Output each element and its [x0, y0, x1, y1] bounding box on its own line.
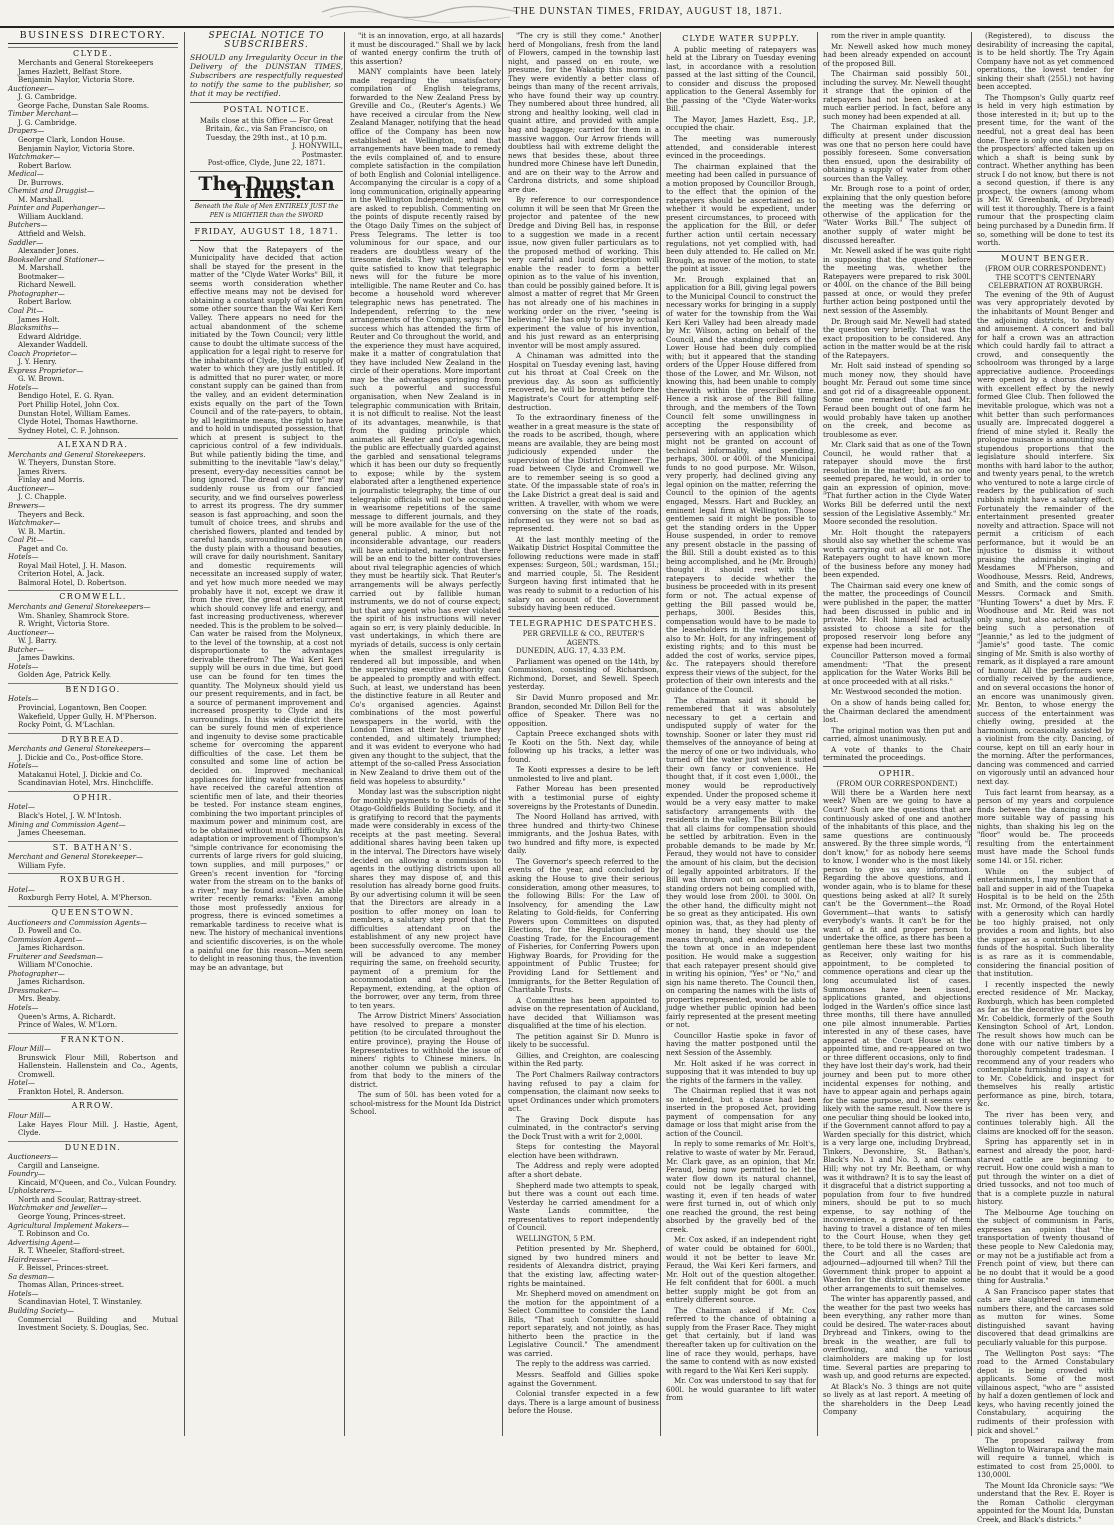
directory-entry: J. G. Cambridge. — [18, 117, 77, 127]
article-paragraph: Te Kooti expresses a desire to be left unmolested to live and plant. — [508, 765, 659, 783]
directory-entry: Hotels— — [8, 694, 39, 704]
directory-entry: Edward Aldridge. — [18, 331, 82, 341]
article-paragraph: A public meeting of ratepayers was held at the Library on Tuesday evening last, in accordance with a resolution passed at the last sitting of the Council, to consider and discuss the proposed application to the General Assembly for the passing of the "Clyde Water-works Bill." — [666, 44, 816, 114]
article-paragraph: Mr. Newell asked how much money had been already expended on account of the proposed Bill. — [823, 41, 971, 68]
directory-entry: Scandinavian Hotel, Mrs. Hinchcliffe. — [18, 778, 154, 788]
article-paragraph: The chairman explained that the meeting had been called in pursuance of a motion proposed by Councillor Brough, to the effect that the opinion of the ratepayers should be ascertained as to whether it would be expedient, under present circumstances, to proceed with the application for the Bill, or defer further action until certain necessary regulations, not yet complied with, had been duly attended to. He called on Mr. Brough, as mover of the motion, to state the point at issue. — [666, 161, 816, 274]
directory-entry: Painter and Paperhanger— — [8, 203, 106, 213]
article-paragraph: The Wellington Post says: "The road to the Armed Constabulary depot is being crowded with applicants. Some of the most villainous aspect, "who are " assisted by half a dozen gentlemen of lock and keys, who having recently joined the Constabulary, acquiring the rudiments of their profession with pick and shovel." — [977, 1348, 1114, 1435]
directory-entry: Paget and Co. — [18, 543, 68, 553]
columns — [8, 30, 1114, 1524]
article-paragraph: (Registered), to discuss the desirability of increasing the capital, is to be held shortly. The Try Again Company have not as yet commenced operations, the lowest tender for sinking their shaft (255l.) not having been accepted. — [977, 31, 1114, 92]
directory-town: ALEXANDRA. — [8, 438, 178, 450]
business-directory-column — [8, 32, 182, 1436]
directory-entry: Hotel— — [8, 802, 35, 812]
article-paragraph: Councillor Hastie spoke in favor of having the matter postponed until the next Session of the Assembly. — [666, 1030, 816, 1057]
water-supply-heading: CLYDE WATER SUPPLY. — [682, 34, 800, 43]
article-paragraph: Mr. Holt said instead of spending so much money now, they should have bought Mr. Feraud out some time since and got rid of a disagreeable opponent. Some one remarked that, had Mr. Feraud been bought out of one farm he would probably have taken up another on the creek, and become as troublesome as ever. — [823, 361, 971, 439]
directory-entry: Matakanui Hotel, J. Dickie and Co. — [18, 769, 143, 779]
directory-entry: Advertising Agent— — [8, 1237, 81, 1247]
directory-entry: Medical— — [8, 169, 44, 179]
directory-town: DRYBREAD. — [8, 733, 178, 745]
news-column-6 — [817, 32, 975, 1436]
postal-signer-role: Postmaster. — [301, 150, 343, 159]
article-paragraph: Mr. Holt thought the ratepayers should also say whether the scheme was worth carrying out at all or not. The Ratepayers ought to have known more of the business before any money had been expended. — [823, 527, 971, 580]
directory-title: BUSINESS DIRECTORY. — [8, 32, 178, 44]
directory-entry: Mrs. Beaby. — [18, 994, 61, 1004]
article-paragraph: The original motion was then put and carried, almost unanimously. — [823, 725, 971, 744]
directory-entry: Golden Age, Patrick Kelly. — [18, 670, 112, 680]
directory-entry: Hairdresser— — [8, 1254, 59, 1264]
directory-entry: Coal Pit— — [8, 305, 44, 315]
directory-entry: Benjamin Naylor, Victoria Store. — [18, 75, 135, 85]
directory-entry: Robert Barlow. — [18, 297, 72, 307]
directory-entry: T. Robinson and Co. — [18, 1229, 90, 1239]
directory-entry: Bookseller and Stationer— — [8, 254, 105, 264]
directory-entry: Blacksmiths— — [8, 323, 59, 333]
article-paragraph: WELLINGTON, 5 P.M. — [516, 1233, 596, 1243]
masthead — [0, 0, 1114, 28]
directory-town: FRANKTON. — [8, 1033, 178, 1045]
article-paragraph: Mr. Cox asked, if an independent right of water could be obtained for 600l., would it not be better to leave Mr. Feraud, the Wai Keri Keri farmers, and Mr. Holt out of the question altogether. He felt confident that for 600l. a much better supply might be got from an entirely different source. — [666, 1235, 816, 1305]
article-paragraph: Shepherd made two attempts to speak, but there was a count out each time. Vesterday he carried amendment for a Waste Lands committee, the representatives to report independently of Council. — [508, 1180, 659, 1233]
telegraphic-paragraphs — [508, 647, 659, 1415]
article-paragraph: Gillies, and Creighton, are coalescing within the Red party. — [508, 1050, 659, 1069]
directory-entry: W. B. Martin. — [18, 526, 66, 536]
directory-entry: James Cheeseman. — [18, 828, 86, 838]
directory-entry: James Dawkins. — [18, 653, 75, 663]
article-paragraph: The Governor's speech referred to the events of the year, and concluded by asking the House to give their serious consideration, among other measures, to the following Bills: For the Law of Insolvency, for amending the Law Relating to Gold-fields, for Conferring Powers upon Committees on disputed Elections, for the Regulation of the Coasting Trade, for the Encouragement of Fisheries, for Conferring Powers upon Highway Boards, for Providing for the appointment of Public Trustee; for Providing Land for Settlement and Immigrants, for the Better Regulation of Charitable Trusts. — [508, 856, 659, 995]
directory-entry: Hotels— — [8, 1288, 39, 1298]
directory-entry: R. Wright, Victoria Store. — [18, 619, 110, 629]
directory-entry: Richard Newell. — [18, 280, 77, 290]
col6-paragraphs — [823, 32, 971, 763]
directory-entry: Scandinavian Hotel, T. Winstanley. — [18, 1297, 143, 1307]
article-paragraph: Mr. Brough rose to a point of order, explaining that the only question before the meeting was the deferring or otherwise of the application for the "Water Works Bill." The subject of another supply of water might be discussed hereafter. — [823, 184, 971, 245]
article-paragraph: Now that the Ratepayers of the Municipality have decided that action shall be stayed for the present in the matter of the "Clyde Water Works" Bill, it seems worth consideration whether effective means may not be devised for obtaining a constant supply of water from some other source than the Wai Keri Keri Valley. There appears no need for the actual abandonment of the scheme initiated by the Town Council; very little cause to doubt the ultimate success of the application for a legal right to reserve for the inhabitants of Clyde, the full supply of water to which they are justly entitled. It is admitted that no purer water, or more constant supply can be gained than from the valley, and an evident determination exists equally on the part of the Town Council and of the rate-payers, to obtain, by all legitimate means, the right to have and to hold in undisputed possession, that which at present is subject to the capricious control of a few individuals. But while patiently biding the time, and submitting to the inevitable "law's delay," present, every-day necessities cannot be long ignored. The dread cry of "fire" may suddenly rouse us from our fancied security, and we find ourselves powerless to arrest its progress. The dry summer season is fast approaching, and soon the tumult of choice trees, and shrubs and cherished flowers, planted and tended by careful hands, surrounding our homes on the dusty plain with a thousand beauties, will crave for daily nourishment. Sanitary and domestic requirements will necessitate an increased supply of water, and yet how much more needed we may probably have it not, except we draw it from the river, the great arterial current which should convey life and energy, and fast increasing productiveness, wherever needed. This is the problem to be solved—Can water be raised from the Molyneux, to the level of the township, at a cost not disproportionate to the advantages derivable therefrom? The Wai Keri Keri supply will be ours in due time, but good use can be found for ten times the quantity. The Molyneux should yield us our present requirements, and in fact, be a source of permanent improvement and increased prosperity to Clyde and its surroundings. In this wide district there can be surely found men of experience and ingenuity to devise some practicable scheme for overcoming the apparent difficulties of the case. Let them be consulted and some line of action be decided on. Improved mechanical appliances for lifting water from streams have received the careful attention of scientific men of late, and their theories be tested. For instance steam engines, combining the two important principles of maximum power and minimum cost, are to be obtained without much difficulty. An adaptation or improvement of Thompson's "simple contrivance for economising the currents of large rivers for gold sluicing, town supplies, and mill purposes," or Green's recent invention for "forcing water from the stream on to the banks of a river," may be found available. An able writer recently remarks: "Even among those most professedly anxious for progress, there is evinced sometimes a remarkable tardiness to receive what is new. The history of mechanical inventions and scientific discoveries, is on the whole a painful one for this reason—Men seem to delight in reasoning thus, the invention may be an advantage, but — [190, 244, 343, 972]
ophir-heading: OPHIR. — [878, 768, 916, 778]
article-paragraph: The winter has apparently passed, and the weather for the past two weeks has been everything, any rather more than could be desired. The water-races about Drybread and Tinkers, owing to the break in the weather, are full to overflowing, and the various claimholders are making up for lost time. Several parties are preparing to wash up, and good returns are expected. — [823, 1294, 971, 1381]
directory-entry: Photographer— — [8, 288, 65, 298]
directory-entry: Watchmaker— — [8, 152, 61, 162]
notice-body: SHOULD any Irregularity Occur in the Delivery of the DUNSTAN TIMES, Subscribers are respectfully requested to notify the same to the publisher, so that it may be rectified. — [190, 53, 343, 99]
directory-entry: Brunswick Flour Mill, Robertson and Hallenstein. Hallenstein and Co., Agents, Cromwell. — [18, 1052, 178, 1079]
directory-entry: Hotels— — [8, 552, 39, 562]
article-paragraph: Sir David Munro proposed and Mr. Brandon, seconded Mr. Dillon Bell for the office of Speaker. There was no opposition. — [508, 693, 659, 728]
directory-entry: G. W. Brown. — [18, 374, 65, 384]
article-paragraph: "it is an innovation, ergo, at all hazards it must be discouraged." Shall we by lack of wanted energy confirm the truth of this assertion? — [350, 31, 501, 66]
directory-entry: Timber Merchant— — [8, 109, 79, 119]
article-paragraph: Tuis fact learnt from hearsay, as a person of my years and corpulence finds between the dancing a much more suitable way of passing his nights, than shaking his leg on the "floor" would be. The proceeds resulting from the entertainment must have made the School funds some 14l. or 15l. richer. — [977, 787, 1114, 865]
directory-entry: Dr. Burrows. — [18, 177, 64, 187]
divider — [508, 616, 659, 617]
directory-entry: Auctioneer— — [8, 83, 55, 93]
article-paragraph: Mr. Cox was understood to say that for 600l. he would guarantee to lift water from — [666, 1376, 816, 1403]
article-paragraph: By reference to our correspondence column it will be seen that Mr Green the projector and patentee of the new Dredge and Diving Bell has, in response to a suggestion we made in a recent issue, now given fuller particulars as to the proposed method of working. This very careful and lucid description will enable the reader to form a better opinion as to the value of his invention, than could be possibly gained before. It is almost a matter of regret that Mr Green has not already one of his machines in working order on the river, "seeing is believing." He has only to prove by actual experiment the value of his invention, and his just reward as an enterprising inventor will be most amply assured. — [508, 195, 659, 350]
directory-entry: Commercial Building and Mutual Investment Society. S. Douglas, Sec. — [18, 1314, 178, 1333]
water-supply-paragraphs — [666, 46, 816, 1403]
telegraphic-byline: PER GREVILLE & CO., REUTER'S AGENTS. — [522, 630, 645, 647]
directory-town: ROXBURGH. — [8, 873, 178, 885]
article-paragraph: The chairman said it should be remembered that it was absolutely necessary to get a certain and undisputed supply of water for the township. Sooner or later they must rid themselves of the annoyance of being at the mercy of one or two individuals, who turned off the water just when it suited their own fancy or convenience. He thought that, if it cost even 1,000l., the money would be reproductively expended. Under the proposed scheme it would be a very easy matter to make satisfactory arrangements with the residents in the valley. The Bill provides that all claims for compensation should be settled by arbitration. Even in the probable demands to be made by Mr. Feraud, they would not have to consider the amount of his claim, but the decision of legally appointed arbitrators. If the Bill was thrown out on account of the standing orders not being complied with, they would lose from 200l. to 300l. On the other hand, the difficulty might not be so great as they anticipated. His own opinion was, that, as they had plenty of money in hand, they should use the means through, and endeavor to place the town at once in an independent position. He would make a suggestion that each ratepayer present should give in writing his opinion, "Yes" or "No," and sign his name thereto. The Council then, on comparing the names with the lists of properties represented, would be able to judge whether public opinion had been fairly represented at the present meeting or not. — [666, 695, 816, 1030]
directory-entry: Frankton Hotel, R. Anderson. — [18, 1086, 125, 1096]
directory-entry: James Richardson. — [18, 977, 85, 987]
article-paragraph: To the extraordinary fineness of the weather in a great measure is the state of the roads to be ascribed, though, where means are available, they are being most judiciously expended under the supervision of the District Engineer. The road between Clyde and Cromwell we are to remember seeing is so good a state. Of the impassable state of roa's in the Lake District a great deal is said and written. A traveller, with whom we were conversing on the state of the roads, informed us they were not so bad as represented. — [508, 413, 659, 534]
directory-entry: Alexander Jones. — [18, 246, 79, 256]
postal-signer: J. HONYWILL, — [292, 142, 343, 151]
directory-entry: Merchants and General Storekeepers— — [8, 744, 151, 754]
directory-entry: Merchant and General Storekeeper— — [8, 852, 144, 862]
directory-entry: James Rivers. — [18, 466, 67, 476]
directory-entry: Merchants and General Storekeepers — [18, 58, 154, 68]
directory-entry: Bendigo Hotel, E. G. Ryan. — [18, 391, 115, 401]
directory-entry: Saddler— — [8, 237, 44, 247]
directory-entry: Black's Hotel, J. W. M'Intosh. — [18, 811, 122, 821]
directory-entry: Clyde Hotel, Thomas Hawthorne. — [18, 417, 138, 427]
article-paragraph: Mr. Clark said that as one of the Town Council, he would rather that a ratepayer should move the first resolution in the matter; but as no one seemed prepared, he would, in order to gain an expression of opinion, move: "That further action in the Clyde Water Works Bill be deferred until the next session of the Legislative Assembly." Mr. Moore seconded the resolution. — [823, 440, 971, 527]
directory-entry: Hotels— — [8, 1002, 39, 1012]
article-paragraph: In reply to some remarks of Mr. Holt's, relative to waste of water by Mr. Feraud, Mr. Clark gave, as an opinion, that Mr. Feraud, being now permitted to let the water flow down its natural channel, could not be legally charged with wasting it, even if ten heads of water were first turned in, out of which only one reached the ground, the rest being absorbed by the gravelly bed of the creek. — [666, 1139, 816, 1234]
directory-entry: Rocky Point, G. M'Lachlan. — [18, 720, 116, 730]
news-column-5 — [660, 32, 820, 1436]
article-paragraph: A Committee has been appointed to advise on the representation of Auckland, have decided that Williamson was disqualified at the time of his election. — [508, 995, 659, 1031]
directory-entry: Express Proprietor— — [8, 365, 84, 375]
col3-paragraphs — [350, 32, 501, 1117]
directory-entry: Port Phillip Hotel, John Cox. — [18, 399, 120, 409]
article-paragraph: The Chairman replied that it was not so intended, but a clause had been inserted in the proposed Act, providing payment of compensation for any damage or loss that might arise from the action of the Council. — [666, 1086, 816, 1138]
directory-entry: Attfield and Welsh. — [18, 229, 86, 239]
article-paragraph: Mr. Shepherd moved on amendment on the motion for the appointment of a Select Committee to consider the Land Bills, "That such Committee should report separately, and not jointly, as has hitherto been the practice in the Legislative Council." The amendment was carried. — [508, 1289, 659, 1358]
col4-paragraphs — [508, 32, 659, 613]
article-paragraph: The Chairman explained that the difficulty at present under discussion was one that no person here could have possibly foreseen. Some conversation then ensued, upon the desirability of obtaining a supply of water from other sources than the Valley. — [823, 122, 971, 183]
directory-entry: George Young, Princes-street. — [18, 1212, 126, 1221]
article-paragraph: A Chinaman was admitted into the Hospital on Tuesday evening last, having cut his throat at Coal Creek on the previous day. As soon as sufficiently recovered, he will be brought before the Magistrate's Court for attempting self-destruction. — [508, 351, 659, 412]
article-paragraph: The Mount Ida Chronicle says: "We understand that the Rev. E. Royer is the Roman Catholic clergyman appointed for the Mount Ida, Dunstan Creek, and Black's districts." — [977, 1480, 1114, 1524]
directory-entry: Fruiterer and Seedsman— — [8, 951, 104, 961]
article-paragraph: The petition against Sir D. Munro is likely to be successful. — [508, 1031, 659, 1050]
article-paragraph: The river has been very, and continues tolerably high. All the claims are knocked off for the season. — [977, 1109, 1114, 1136]
directory-entry: William M'Conochie. — [18, 960, 93, 970]
directory-entry: Building Society— — [8, 1306, 75, 1316]
directory-entry: Auctioneers and Commission Agents— — [8, 917, 147, 927]
directory-entry: Commission Agent— — [8, 934, 83, 944]
directory-entry: W. J. Barry. — [18, 636, 57, 646]
directory-entry: Photographer— — [8, 968, 65, 978]
directory-entry: Sa desman— — [8, 1271, 55, 1281]
divider — [190, 102, 343, 103]
notice-title: SPECIAL NOTICE TO SUBSCRIBERS. — [208, 31, 325, 50]
directory-list — [8, 47, 178, 1333]
directory-entry: Dunstan Hotel, William Eames. — [18, 408, 131, 418]
article-paragraph: Messrs. Seaffold and Gillies spoke against the Government. — [508, 1370, 659, 1388]
directory-entry: J. Y. Henry. — [18, 357, 57, 367]
directory-entry: Merchants and General Storekeepers. — [8, 449, 146, 459]
article-paragraph: A San Francisco paper states that cats are slaughtered in immense numbers there, and the carcases sold as mutton for wines. Some distinguished savant having discovered that dead grimalkins are peculiarly valuable for this purpose. — [977, 1286, 1114, 1348]
editorial-column — [184, 32, 347, 1436]
directory-entry: North and Scoular, Rattray-street. — [18, 1194, 142, 1204]
directory-entry: Royal Mail Hotel, J. H. Mason. — [18, 560, 127, 570]
article-paragraph: The Chairman asked if Mr. Cox referred to the chance of obtaining a supply from the Fraser Race. They might get that certainly, but if land was thereafter taken up for cultivation on the line of race they would, perhaps, have the same to contend with as now existed with regard to the Wai Keri Keri supply. — [666, 1305, 816, 1375]
news-column-4 — [502, 32, 663, 1436]
directory-entry: Foundry— — [8, 1169, 45, 1179]
article-paragraph: The proposed railway from Wellington to Wairarapa and the main will require a tunnel, which is estimated to cost from 25,000l. to 130,000l. — [977, 1436, 1114, 1480]
article-paragraph: The Melbourne Age touching on the subject of communism in Paris, expresses an opinion that "the transportation of twenty thousand of these people to New Caledonia may, or may not be a justifiable act from a French point of view, but there can be no doubt that it would be a good thing for Australia." — [977, 1207, 1114, 1286]
directory-entry: James Richardson. — [18, 943, 85, 953]
directory-entry: Butcher— — [8, 644, 44, 654]
article-paragraph: On a show of hands being called for, the Chairman declared the amendment lost. — [823, 698, 971, 725]
directory-entry: George Clark, London House. — [18, 135, 125, 145]
directory-town: BENDIGO. — [8, 683, 178, 695]
directory-entry: Chemist and Druggist— — [8, 186, 95, 196]
directory-entry: James Holt. — [18, 314, 60, 324]
article-paragraph: While on the subject of entertainments, I may mention that a ball and supper in aid of the Tuapeka Hospital is to be held on the 25th inst. Mr. Ormond, of the Royal Hotel with a generosity which can hardly be too highly praised, not only provides a room and lights, but also the supper as a contribution to the funds of the hospital. Such liberality is as rare as it is commendable, considering the financial position of that institution. — [977, 866, 1114, 979]
directory-entry: Butchers— — [8, 220, 48, 230]
article-paragraph: MANY complaints have been lately made regarding the unsatisfactory compilation of English telegrams, forwarded to the New Zealand Press by Greville and Co., (Reuter's Agents.) We have received a circular from the New Zealand Manager, notifying that the head office of the Company has been now established at Wellington, and that arrangements have been made to remedy the evils complained of, and to ensure complete satisfaction in the compilation of both English and Colonial intelligence. Accompanying the circular is a copy of a long communication, originally appearing in the Wellington Independent; which we are asked to republish. Commenting on the points of dispute recently raised by the Otago Daily Times on the subject of Press Telegrams. The letter is too voluminous for our space, and our readers are doubtless weary of the tiresome details. They will perhaps be quite satisfied to know that telegraphic news will for the future be more intelligible. The name Reuter and Co. has become a household word wherever telegraphic news has penetrated. The Independent, referring to the new arrangements of the Company, says: "The success which has attended the firm of Reuter and Co throughout the world, and the experience they must have acquired, make it a matter of congratulation that they have included New Zealand in the circle of their operations. More important may be the advantages springing from such a powerful and successful organisation, when New Zealand is in telegraphic communication with Britain, it is not difficult to realise. Not the least of its advantages, meanwhile, is that from the guiding principle which animates all Reuter and Co's agencies, the public are effectually guarded against the garbled and sensational telegrams which it has been our duty so frequently to expose; while by the system elaborated after a lengthened experience in journalistic telegraphy, the time of our telegraphic officials will not be occupied in wearisome repetitions of the same message to different journals, and they will be more available for the use of the general public. A minor, but not inconsiderable advantage, our readers will have anticipated, namely, that there will be an end to the bitter controversies about rival telegraphic agencies of which they must be heartily sick. That Reuter's arrangements will be always perfectly carried out by fallible human instruments, we do not of course expect; but that any agent who has ever violated the spirit of his instructions will never again so err, is very plainly deducible. In vast undertakings, in which there are myriads of details, success is only certain when the smallest irregularity is rendered all but impossible, and when the supervising executive authority can be appealed to promptly and with effect. Such, at least, we understand has been the distinctive feature in all Reuter and Co's organised agencies. Against combinations of the most powerful newspapers in the world, with the London Times at their head, have they contended, and ultimately triumphed; and it was evident to everyone who had given any thought to the subject, that the attempt of the so-called Press Association in New Zealand to drive them out of the field was hopeless to absurdity." — [350, 67, 501, 786]
article-paragraph: The meeting was numerously attended, and considerable interest evinced in the proceedings. — [666, 134, 816, 161]
article-paragraph: Father Moreau has been presented with a testimonial purse of eighty sovereigns by the Protestants of Dunedin. — [508, 784, 659, 811]
directory-entry: Robert Barlow. — [18, 160, 72, 170]
directory-town: OPHIR. — [8, 791, 178, 803]
directory-entry: Watchmaker— — [8, 518, 61, 528]
article-paragraph: Colonial transfer expected in a few days. There is a large amount of business before the House. — [508, 1389, 659, 1416]
ophir-byline: (FROM OUR CORRESPONDENT.) — [836, 780, 958, 789]
postal-notice-body: Mails close at this Office — For Great Britain, &c., via San Francisco, on Tuesday, the 29th inst., at 10 p.m. — [199, 116, 334, 142]
article-paragraph: Dr. Brough said Mr. Newell had stated the question very briefly. That was the exact proposition to be considered. Any action in the matter would be at the risk of the Ratepayers. — [823, 316, 971, 360]
directory-entry: Cargill and Lanseigne. — [18, 1160, 100, 1170]
ophir-paragraphs — [823, 789, 971, 1417]
article-paragraph: Mr. Brough explained that an application for a Bill, giving legal powers to the Municipal Council to construct the necessary works for bringing in a supply of water for the township from the Wai Keri Keri Valley had been already made by Mr. Wilson, acting on behalf of the Council, and the standing orders of the Lower House had been duly complied with; but it appeared that the standing orders of the Upper House differed from those of the Lower, and Mr. Wilson, not knowing this, had been unable to comply therewith within the prescribed time. Hence a risk arose of the Bill falling through, and the members of the Town Council felt some unwillingness in accepting the responsibility of persevering with an application which might not be granted on account of technical informality, and spending, perhaps, 300l. or 400l. of the Municipal funds to no good purpose. Mr. Wilson, very properly, had declined giving any legal opinion on the matter, referring the Council to the opinion of the agents engaged, Messrs. Hart and Buckley, an eminent legal firm at Wellington. Those gentlemen said it might be possible to get the standing orders in the Upper House suspended, in order to remove any present obstacle in the passing of the Bill. Still a doubt existed as to this being accomplished, and he (Mr. Brough) thought it should rest with the ratepayers to decide whether the business be proceeded with in its present form or not. The actual expense of getting the Bill passed would be, perhaps, 300l. Besides this, compensation would have to be made to the leaseholders in the valley, possibly also to Mr. Holt, for any infringement of existing rights; and to this must be added the cost of works, service pipes, &c. The ratepayers should therefore express their views of the subject, for the protection of their own interests and the guidance of the Council. — [666, 274, 816, 695]
directory-entry: Flour Mill— — [8, 1044, 51, 1054]
masthead-title: THE DUNSTAN TIMES, FRIDAY, AUGUST 18, 1871. — [513, 6, 783, 17]
article-paragraph: A vote of thanks to the Chair terminated the proceedings. — [823, 744, 971, 763]
directory-entry: F. Beissel, Princes-street. — [18, 1263, 109, 1273]
directory-entry: J. Dickie and Co., Post-office Store. — [18, 752, 144, 762]
directory-town: CROMWELL. — [8, 590, 178, 602]
article-paragraph: The Address and reply were adopted after a short debate. — [508, 1161, 659, 1179]
directory-town: QUEENSTOWN. — [8, 906, 178, 918]
directory-entry: Upholsterers— — [8, 1186, 63, 1196]
directory-entry: Alexander Waddell. — [18, 340, 88, 350]
divider — [190, 171, 343, 172]
directory-entry: Merchants and General Storekeepers— — [8, 602, 151, 611]
directory-entry: Finlay and Morris. — [18, 475, 85, 485]
directory-entry: Roxburgh Ferry Hotel, A. M'Pherson. — [18, 893, 153, 903]
col7-paragraphs — [977, 32, 1114, 248]
directory-entry: Auctioneer— — [8, 483, 55, 493]
article-paragraph: The Graving Dock dispute has culminated, in the contractor's serving the Dock Trust with a writ for 2,000l. — [508, 1114, 659, 1141]
directory-entry: Benjamin Naylor, Victoria Store. — [18, 143, 135, 153]
mount-benger-subheading: THE SCOTT'S CENTENARY CELEBRATION AT ROXBURGH. — [988, 273, 1103, 291]
article-paragraph: Parliament was opened on the 14th, by Commission, consisting of Richardson, Richmond, Dorset, and Sewell. Speech yesterday. — [508, 656, 659, 692]
directory-entry: Watchmaker and Jeweller— — [8, 1203, 108, 1213]
directory-town: CLYDE. — [8, 47, 178, 59]
article-paragraph: DUNEDIN, AUG. 17, 4.33 P.M. — [516, 646, 626, 656]
directory-entry: Wm. Shanley, Shamrock Store. — [18, 610, 130, 620]
article-paragraph: I recently inspected the newly erected residence of Mr. Mackay, Roxburgh, which has been completed as far as the decorative part goes by Mr. Cobeldick, formerly of the South Kensington School of Art, London. The result shows how much can be done with our native timbers by a thoroughly competent tradesman. I recommend any of your readers who contemplate furnishing to pay a visit to Mr. Cobeldick, and inspect for themselves his really artistic performance as pine, birch, totara, &c. — [977, 979, 1114, 1109]
directory-entry: Hotel— — [8, 1078, 35, 1088]
article-paragraph: Spring has apparently set in in earnest and already the poor, hard-starved cattle are beginning to recruit. How one could wish a man to put through the winter on a diet of dried tussocks, and not too much of that is a complete puzzle in natural history. — [977, 1137, 1114, 1207]
mount-benger-paragraphs — [977, 291, 1114, 1525]
news-column-7 — [971, 31, 1114, 1524]
directory-entry: M. Marshall. — [18, 194, 64, 204]
divider — [977, 251, 1114, 252]
article-paragraph: rom the river in ample quantity. — [831, 31, 946, 40]
directory-entry: Agricultural Implement Makers— — [8, 1220, 129, 1230]
article-paragraph: The Chairman said every one knew of the matter, the proceedings of Council were published in the paper, the matter had been discussed in public and in private. Mr. Holt himself had actually assisted to choose a site for the proposed reservoir long before any expense had been incurred. — [823, 580, 971, 650]
paper-nameplate: The Dunstan Times. — [198, 172, 335, 204]
directory-entry: Mining and Commission Agent— — [8, 819, 126, 829]
directory-entry: James Hazlett, Belfast Store. — [18, 66, 122, 76]
directory-entry: D. Powell and Co. — [18, 926, 82, 936]
article-paragraph: The Thompson's Gully quartz reef is held in very high estimation by those interested in it; but up to the present time, for the want of the needful, not a great deal has been done. There is only one claim besides the prospectors' affected taken up on which a shaft is being sunk by contract. Whether anything has been struck I do not know, but there is not a second question, if there is any prospect, the owners (among whom is Mr. W. Greenbank, of Drybread) will test it thoroughly. There is a faint rumour that the prospecting claim being purchased by a Dunedin firm. If so, something will be done to test its worth. — [977, 92, 1114, 248]
directory-entry: Hotels— — [8, 761, 39, 771]
directory-entry: Auctioneers— — [8, 1152, 59, 1162]
directory-entry: J. C. Chapple. — [18, 492, 67, 502]
article-paragraph: The reply to the address was carried. — [516, 1359, 651, 1369]
news-column-3 — [344, 32, 505, 1436]
article-paragraph: Mr. Newell asked if he was quite right in supposing that the question before the meeting was, whether the Ratepayers were prepared to risk 300l. or 400l. on the chance of the Bill being passed at once, or would they prefer further action being postponed until the next session of the Assembly. — [823, 246, 971, 315]
postal-notice-title: POSTAL NOTICE. — [223, 105, 310, 115]
directory-entry: Prince of Wales, W. M'Lorn. — [18, 1020, 118, 1030]
directory-entry: William Fyfe. — [18, 860, 66, 870]
directory-entry: Thomas Allan, Princes-street. — [18, 1280, 124, 1290]
article-paragraph: Will there be a Warden here next week? When are we going to have a Court? Such are the questions that are continuously asked of one and another of the inhabitants of this place, and the same questions are continuously answered. By the three simple words, "I don't know," for as nobody here seems to know, I wonder who is the most likely person to give us any information. Regarding the above questions, and I wonder again, who is to blame for these questions being asked at all? It surely can't be the Government—the Road Government—that wants to satisfy everybody's wants. It can't be for the want of a fit and proper person to undertake the office, as there has been a gentleman here these last two months as Receiver, only waiting for his appointment, to be completed to commence operations and clear up the long accumulated list of cases. Summonses have been issued, applications granted, and objections lodged in the Warden's office since last three months, till there have annulled one pile almost innumerable. Parties interested in any of these cases, have appeared at the Court House at the appointed time, and re-appeared on two or three different occasions, only to find they have lost their day's work, had their journey and been put to more other incidental expenses for nothing, and have to appear again and perhaps again for the same purpose, and it seems very likely with the same result. Now there is one peculiar thing should be looked into, if the Government cannot afford to pay a Warden specially for this district, which is a very large one, including Drybread, Tinkers, Devonshire, St. Bathan's, Black's No. 1 and No. 3, and German Hill; why not try Mr. Beetham, or why was it withdrawn? It is to say the least of it disgraceful that a district supporting a population from four to five hundred miners, should be put to so much expense, to say nothing of the inconvenience, a great many of them having to travel a distance of ten miles to the Court House, when they get there, to be told there is no Warden; that the Court and all the cases are adjourned—adjourned till when? Till the Government think proper to appoint a Warden for the district, or make some other arrangements to suit themselves. — [823, 787, 971, 1293]
directory-entry: Bootmaker— — [18, 271, 65, 281]
directory-entry: Flour Mill— — [8, 1110, 51, 1120]
directory-entry: Wakefield, Upper Gully, H. M'Pherson. — [18, 711, 157, 721]
directory-entry: Provincial, Logantown, Ben Cooper. — [18, 703, 147, 713]
article-paragraph: The Port Chalmers Railway contractors having refused to pay a claim for compensation, the claimant now seeks to upset Ordinances under which promoters act. — [508, 1069, 659, 1114]
directory-entry: Brewers— — [8, 500, 46, 510]
directory-entry: Lake Hayes Flour Mill. J. Hastie, Agent, Clyde. — [18, 1119, 178, 1138]
directory-entry: Drapers— — [8, 126, 45, 136]
article-paragraph: The sum of 50l. has been voted for a school-mistress for the Mount Ida District School. — [350, 1090, 501, 1117]
article-paragraph: The Chairman said possibly 50l., including the survey. Mr. Newell thought it strange that the opinion of the ratepayers had not been asked at a much earlier period. In fact, before any such money had been expended at all. — [823, 69, 971, 121]
directory-entry: Dressmaker— — [8, 985, 59, 995]
mount-benger-byline: (FROM OUR CORRESPONDENT.) — [985, 265, 1106, 274]
directory-entry: Criterion Hotel, A. Jack. — [18, 569, 105, 579]
article-paragraph: Mr. Westwood seconded the motion. — [831, 687, 962, 697]
article-paragraph: The evening of the 9th of August was very appropriately devoted by the inhabitants of Mount Benger and the adjoining districts, to festivity and amusement. A concert and ball for half a crown was an attraction which could hardly fail to attract a crowd, and consequently the schoolroom was thronged by a large appreciative audience. Proceedings were opened by a chorus delivered with excellent effect by the newly formed Glee Club. Then followed the inevitable prologue, which was not a whit better than such performances usually are. Imprecated doggerel a friend of mine styled it. Really the prologue nuisance is amounting such stupendous proportions that the legislature should interfere. Six months with hard labor to the author, and twenty years penal, to the wretch who ventured to note a large circle of readers by the publication of such rubbish might have a salutary effect. Fortunately the remainder of the entertainment presented greater novelty and attraction. Space will not permit a criticism of each performance, but it would be an injustice to dismiss it without praising the admirable singing of Mesdames M'Pherson, and Woodhouse, Messrs. Reid, Andrews, and Smith, and the comic songs of Messrs. Cormack and Smith. "Hunting Towers" a duet by Mrs. F. Woodhouse and Mr. Reid was not only sung, but also acted, the result being such a personation of "Jeannie," as led to the judgment of "Jamie's" good taste. The comic singing of Mr. Smith is also worthy of remark, as it displayed a rare amount of humour. All the performers were cordially received by the audience, and on several occasions the honor of an encore was unanimously given. Mr. Benton, to whose energy the success of the entertainment was chiefly owing, presided at the harmonium, occasionally assisted by a violinist from the city. Dancing, of course, kept on till an early hour in the morning. After the performances, dancing was commenced and carried on vigorously until an advanced hour next day. — [977, 289, 1114, 787]
directory-entry: Hotels— — [8, 661, 39, 671]
divider — [823, 766, 971, 767]
article-paragraph: The Mayor, James Hazlett, Esq., J.P., occupied the chair. — [666, 114, 816, 133]
directory-entry: Auctioneer— — [8, 627, 55, 637]
directory-entry: Hotel— — [8, 884, 35, 894]
directory-entry: Coach Proprietor— — [8, 348, 78, 358]
article-paragraph: Steps for contesting the Mayoral election have been withdrawn. — [508, 1142, 659, 1160]
mount-benger-heading: MOUNT BENGER. — [1001, 253, 1090, 263]
directory-entry: Kincaid, M'Queen, and Co., Vulcan Foundry. — [18, 1177, 177, 1187]
telegraphic-heading: TELEGRAPHIC DESPATCHES. — [509, 618, 658, 628]
article-paragraph: The Noord Holland has arrived, with three hundred and thirty-two Chinese immigrants, and the Joshua Bates, with two hundred and fifty more, is expected daily. — [508, 812, 659, 856]
directory-entry: Theyers and Beck. — [18, 509, 85, 519]
directory-town: DUNEDIN. — [8, 1141, 178, 1153]
directory-entry: Hotels— — [8, 382, 39, 392]
directory-entry: Sydney Hotel, C. F. Johnson. — [18, 425, 120, 435]
article-paragraph: "The cry is still they come." Another herd of Mongolians, fresh from the land of Flowers, camped in the township last night, and passed on en route, we presume, for the Wakatip this morning. They were evidently a better class of beings than many of the recent arrivals, who have found their way up country. They numbered about three hundred, all strong and healthy looking, well clad in quaint attire, and provided with ample bag and baggage; carried for them in a massive waggon. Our Arrow friends will doubtless hail with extreme delight the news that besides these, about three hundred more Chinese have left Dunedin, and are on their way to the Arrow and Cardrona districts, and some shipload are due. — [508, 31, 659, 194]
directory-entry: M. Marshall. — [18, 263, 64, 273]
article-paragraph: Captain Preece exchanged shots with Te Kooti on the 5th. Next day, while following up his tracks, a letter was found. — [508, 729, 659, 764]
directory-entry: Coal Pit— — [8, 535, 44, 545]
directory-entry: Balmoral Hotel, D. Robertson. — [18, 577, 127, 587]
leader-article — [190, 246, 343, 972]
directory-entry: W. Theyers, Dunstan Store. — [18, 458, 116, 468]
issue-date: FRIDAY, AUGUST 18, 1871. — [190, 228, 343, 241]
directory-entry: George Fache, Dunstan Sale Rooms. — [18, 100, 150, 110]
article-paragraph: At Black's No. 3 things are not quite so lively as at last report. A meeting of the shareholders in the Deep Lead Company — [823, 1381, 971, 1417]
paper-motto: Beneath the Rule of Men ENTIRELY JUST the PEN is MIGHTIER than the SWORD — [190, 200, 343, 223]
article-paragraph: At the last monthly meeting of the Waikatip District Hospital Committee the following reductions were made in staff expenses: Surgeon, 50l.; wardsman, 15l.; and married couple, 5l. The Resident Surgeon having first intimated that he was ready to submit to a reduction of his salary on account of the Government subsidy having been reduced. — [508, 534, 659, 613]
article-paragraph: Monday last was the subscription night for monthly payments to the funds of the Otago-Goldfields Building Society, and it is gratifying to record that the payments made were considerably in excess of the receipts at the past meeting. Several additional shares having been taken up in the interval. The Directors have wisely decided on allowing a commission to agents in the outlying districts upon all shares they may dispose of, and this resolution has already borne good fruits. By our advertising column it will be seen that the Directors are already in a position to offer money on loan to members, a salutary step proof that the difficulties attendant on the establishment of any new project have been successfully overcome. The money will be advanced to any member requiring the same, on freehold security, payment of a premium for the accommodation and legal charges. Repayment, extending, at the option of the borrower, over any term, from three to ten years. — [350, 787, 501, 1010]
article-paragraph: Petition presented by Mr. Shepherd, signed by two hundred miners and residents of Alexandra district, praying that the existing law, affecting water-rights be maintained. — [508, 1244, 659, 1288]
article-paragraph: Mr. Holt asked if he was correct in supposing that it was intended to buy up the rights of the farmers in the valley. — [666, 1058, 816, 1085]
directory-entry: R. T. Wheeler, Stafford-street. — [18, 1246, 125, 1256]
directory-entry: William Auckland. — [18, 211, 84, 221]
article-paragraph: The Arrow District Miners' Association have resolved to prepare a monster petition (to be circulated throughout the entire province), praying the House of Representatives to withhold the issue of miners' rights to Chinese miners. In another column we publish a circular from that body to the miners of the district. — [350, 1011, 501, 1089]
directory-town: ARROW. — [8, 1099, 178, 1111]
directory-entry: Queen's Arms, A. Richardt. — [18, 1011, 116, 1021]
directory-town: ST. BATHAN'S. — [8, 841, 178, 853]
postal-dateline: Post-office, Clyde, June 22, 1871. — [207, 159, 326, 168]
directory-entry: J. G. Cambridge. — [18, 92, 77, 102]
article-paragraph: Councillor Patterson moved a formal amendment: "That the present application for the Water Works Bill be at once proceeded with at all risks." — [823, 651, 971, 686]
